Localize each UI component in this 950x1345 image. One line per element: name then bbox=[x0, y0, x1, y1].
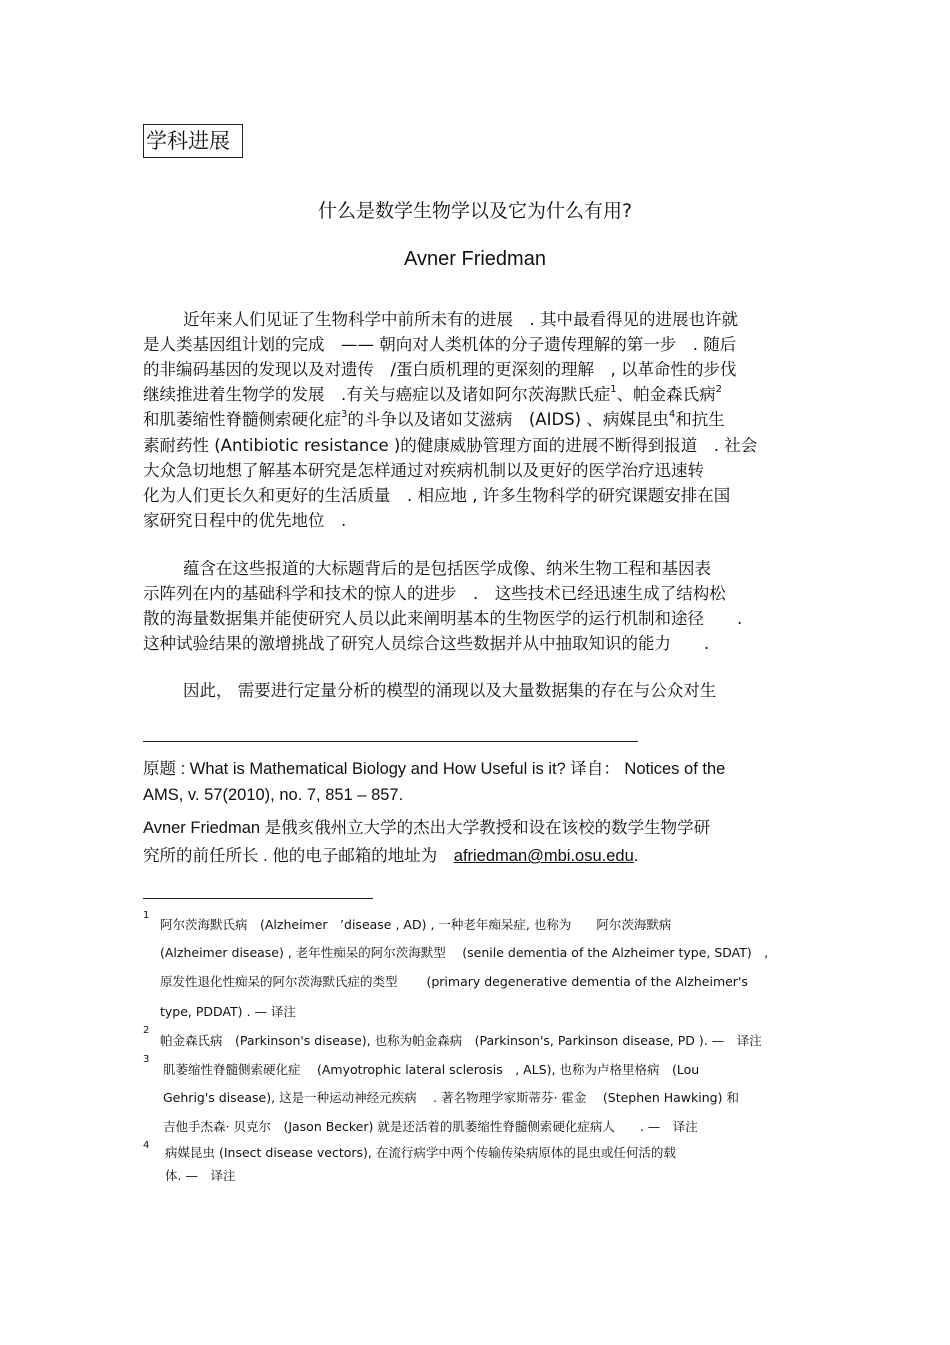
footnote-number-1: 1 bbox=[143, 910, 150, 921]
paragraph-line: 家研究日程中的优先地位 . bbox=[143, 511, 347, 530]
paragraph-line bbox=[143, 381, 722, 405]
paragraph-line: 化为人们更长久和更好的生活质量 . 相应地 , 许多生物科学的研究课题安排在国 bbox=[143, 486, 731, 505]
source-line-1: 原题 : What is Mathematical Biology and How Useful is it? 译自： Notices of the bbox=[143, 760, 726, 778]
line-text: 和抗生 bbox=[675, 410, 725, 429]
email-link[interactable]: afriedman@mbi.osu.edu bbox=[453, 847, 634, 865]
line-text: 的斗争以及诸如艾滋病 (AIDS) 、病媒昆虫 bbox=[347, 410, 669, 429]
source-line-2: AMS, v. 57(2010), no. 7, 851 – 857. bbox=[143, 786, 404, 804]
paragraph-line: 素耐药性 (Antibiotic resistance )的健康威胁管理方面的进展不断得到报道 . 社会 bbox=[143, 436, 758, 455]
author-email-line bbox=[143, 842, 638, 866]
footnote-ref-3[interactable]: 3 bbox=[341, 409, 348, 420]
footnote-3-line: Gehrig's disease), 这是一种运动神经元疾病 . 著名物理学家斯蒂芬· 霍金 (Stephen Hawking) 和 bbox=[163, 1090, 739, 1105]
paragraph-line: 是人类基因组计划的完成 —— 朝向对人类机体的分子遗传理解的第一步 . 随后 bbox=[143, 335, 737, 354]
separator-rule bbox=[143, 741, 638, 742]
footnote-number-4: 4 bbox=[143, 1140, 150, 1151]
author-bio-line: Avner Friedman 是俄亥俄州立大学的杰出大学教授和设在该校的数学生物学研 bbox=[143, 819, 711, 837]
paragraph-line: 示阵列在内的基础科学和技术的惊人的进步 . 这些技术已经迅速生成了结构松 bbox=[143, 584, 726, 603]
article-author: Avner Friedman bbox=[404, 248, 546, 270]
footnote-number-2: 2 bbox=[143, 1025, 150, 1036]
footnote-1-line: type, PDDAT) . — 译注 bbox=[160, 1004, 296, 1019]
footnote-ref-2[interactable]: 2 bbox=[715, 384, 722, 395]
footnote-1-line: 原发性退化性痴呆的阿尔茨海默氏症的类型 (primary degenerative dementia of the Alzheimer's bbox=[160, 974, 748, 989]
footnote-separator bbox=[143, 898, 373, 899]
footnote-ref-4[interactable]: 4 bbox=[668, 409, 676, 420]
footnote-1-line: 阿尔茨海默氏病 (Alzheimer ’disease , AD) , 一种老年痴呆症, 也称为 阿尔茨海默病 bbox=[160, 917, 672, 932]
paragraph-line: 蕴含在这些报道的大标题背后的是包括医学成像、纳米生物工程和基因表 bbox=[183, 559, 711, 578]
paragraph-line bbox=[143, 406, 725, 430]
footnote-number-3: 3 bbox=[143, 1054, 150, 1065]
footnote-3-line: 肌萎缩性脊髓侧索硬化症 (Amyotrophic lateral sclerosis , ALS), 也称为卢格里格病 (Lou bbox=[163, 1062, 700, 1077]
footnote-ref-1[interactable]: 1 bbox=[610, 384, 617, 395]
line-text: 和肌萎缩性脊髓侧索硬化症 bbox=[143, 410, 341, 429]
line-text: 继续推进着生物学的发展 .有关与癌症以及诸如阿尔茨海默氏症 bbox=[143, 385, 611, 404]
footnote-4-line: 体. — 译注 bbox=[165, 1168, 236, 1183]
paragraph-line: 大众急切地想了解基本研究是怎样通过对疾病机制以及更好的医学治疗迅速转 bbox=[143, 461, 704, 480]
footnote-4-line: 病媒昆虫 (Insect disease vectors), 在流行病学中两个传输传染病原体的昆虫或任何活的载 bbox=[165, 1145, 676, 1160]
article-title: 什么是数学生物学以及它为什么有用? bbox=[317, 200, 633, 222]
paragraph-line: 近年来人们见证了生物科学中前所未有的进展 . 其中最看得见的进展也许就 bbox=[183, 310, 738, 329]
paragraph-line: 因此， 需要进行定量分析的模型的涌现以及大量数据集的存在与公众对生 bbox=[183, 681, 717, 700]
footnote-2-line: 帕金森氏病 (Parkinson's disease), 也称为帕金森病 (Parkinson's, Parkinson disease, PD ). — 译注 bbox=[160, 1033, 762, 1048]
section-label-box: 学科进展 bbox=[143, 124, 243, 158]
email-suffix: . bbox=[633, 847, 639, 865]
footnote-3-line: 吉他手杰森· 贝克尔 (Jason Becker) 就是还活着的肌萎缩性脊髓侧索硬化症病人 . — 译注 bbox=[163, 1119, 698, 1134]
email-prefix: 究所的前任所长 . 他的电子邮箱的地址为 bbox=[143, 847, 454, 865]
paragraph-line: 散的海量数据集并能使研究人员以此来阐明基本的生物医学的运行机制和途径 . bbox=[143, 609, 743, 628]
line-text: 、帕金森氏病 bbox=[616, 385, 716, 404]
footnote-1-line: (Alzheimer disease) , 老年性痴呆的阿尔茨海默型 (senile dementia of the Alzheimer type, SDAT) , bbox=[160, 945, 769, 960]
paragraph-line: 的非编码基因的发现以及对遗传 /蛋白质机理的更深刻的理解 , 以革命性的步伐 bbox=[143, 360, 737, 379]
paragraph-line: 这种试验结果的激增挑战了研究人员综合这些数据并从中抽取知识的能力 . bbox=[143, 634, 710, 653]
